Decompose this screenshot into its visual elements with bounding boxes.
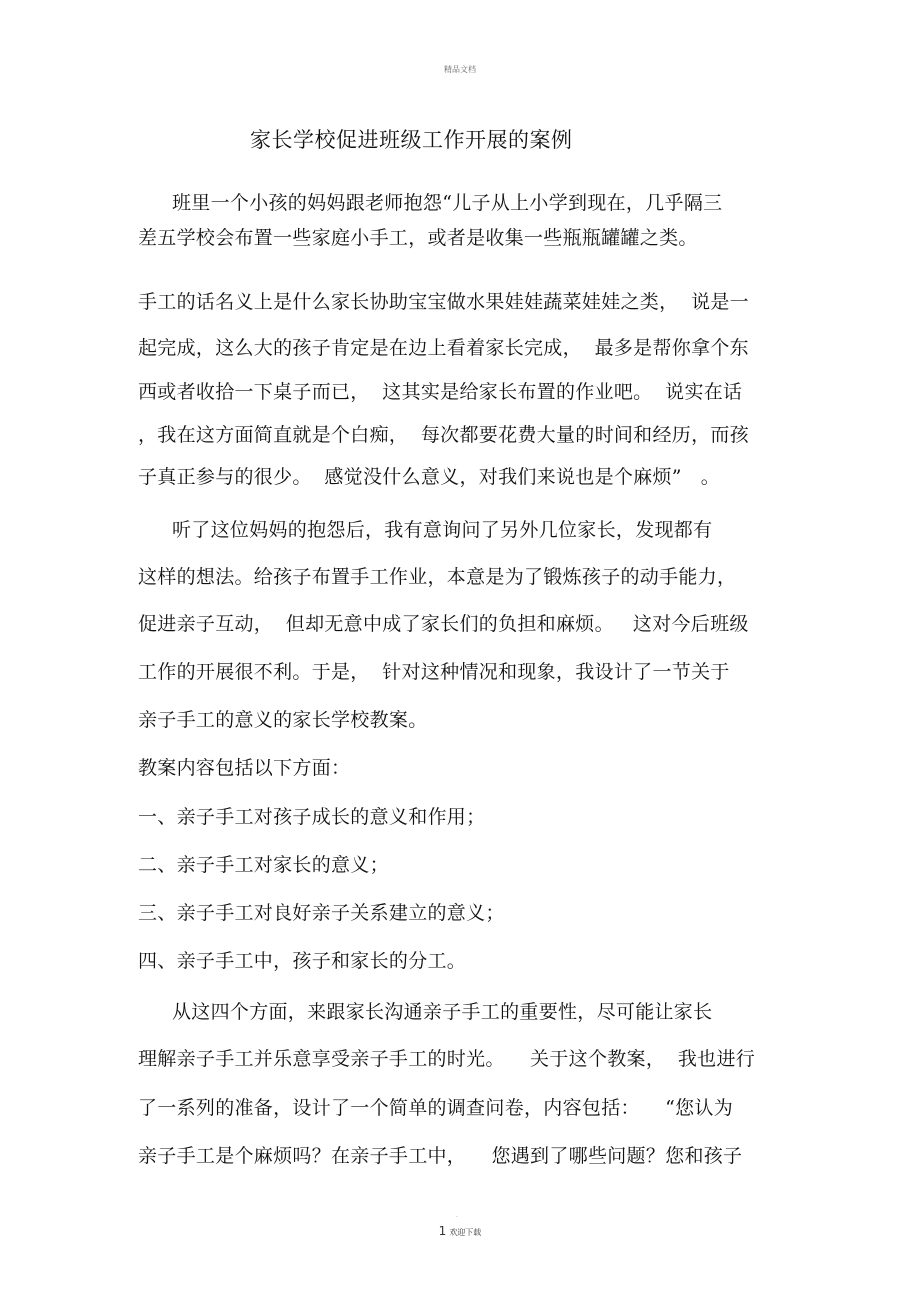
page-footer [0,1212,920,1239]
text-line: 子真正参与的很少。 感觉没什么意义，对我们来说也是个麻烦” 。 [138,466,721,488]
footer-label: 欢迎下载 [449,1228,482,1237]
text-line: 手工的话名义上是什么家长协助宝宝做水果娃娃蔬菜娃娃之类， 说是一 [138,291,749,313]
text-line: 西或者收拾一下桌子而已， 这其实是给家长布置的作业吧。 说实在话 [138,381,743,403]
text-line: 教案内容包括以下方面： [138,757,351,779]
text-line: 班里一个小孩的妈妈跟老师抱怨“儿子从上小学到现在，几乎隔三 [172,192,723,214]
document-title: 家长学校促进班级工作开展的案例 [250,128,573,152]
text-line: 亲子手工是个麻烦吗？在亲子手工中， 您遇到了哪些问题？您和孩子 [138,1145,743,1167]
text-line: 一、亲子手工对孩子成长的意义和作用； [138,806,486,828]
text-line: 亲子手工的意义的家长学校教案。 [138,709,428,731]
text-line: ，我在这方面简直就是个白痴， 每次都要花费大量的时间和经历，而孩 [138,424,749,446]
text-line: 差五学校会布置一些家庭小手工，或者是收集一些瓶瓶罐罐之类。 [138,227,698,249]
text-line: 工作的开展很不利。于是， 针对这种情况和现象，我设计了一节关于 [138,661,730,683]
text-line: 三、亲子手工对良好亲子关系建立的意义； [138,902,505,924]
text-line: 促进亲子互动， 但却无意中成了家长们的负担和麻烦。 这对今后班级 [138,613,749,635]
header-watermark: 精品文档 [444,65,476,74]
text-line: 从这四个方面，来跟家长沟通亲子手工的重要性，尽可能让家长 [172,1001,713,1023]
text-line: 这样的想法。给孩子布置手工作业，本意是为了锻炼孩子的动手能力， [138,566,737,588]
text-line: 起完成，这么大的孩子肯定是在边上看着家长完成， 最多是帮你拿个东 [138,337,749,359]
text-line: 理解亲子手工并乐意享受亲子手工的时光。 关于这个教案， 我也进行 [138,1048,756,1070]
page-number: 1 [438,1224,447,1238]
text-line: 听了这位妈妈的抱怨后，我有意询问了另外几位家长，发现都有 [172,519,713,541]
footer-dot: . [456,1212,458,1219]
text-line: 二、亲子手工对家长的意义； [138,854,389,876]
text-line: 四、亲子手工中，孩子和家长的分工。 [138,950,467,972]
text-line: 了一系列的准备，设计了一个简单的调查问卷，内容包括： “您认为 [138,1097,734,1119]
